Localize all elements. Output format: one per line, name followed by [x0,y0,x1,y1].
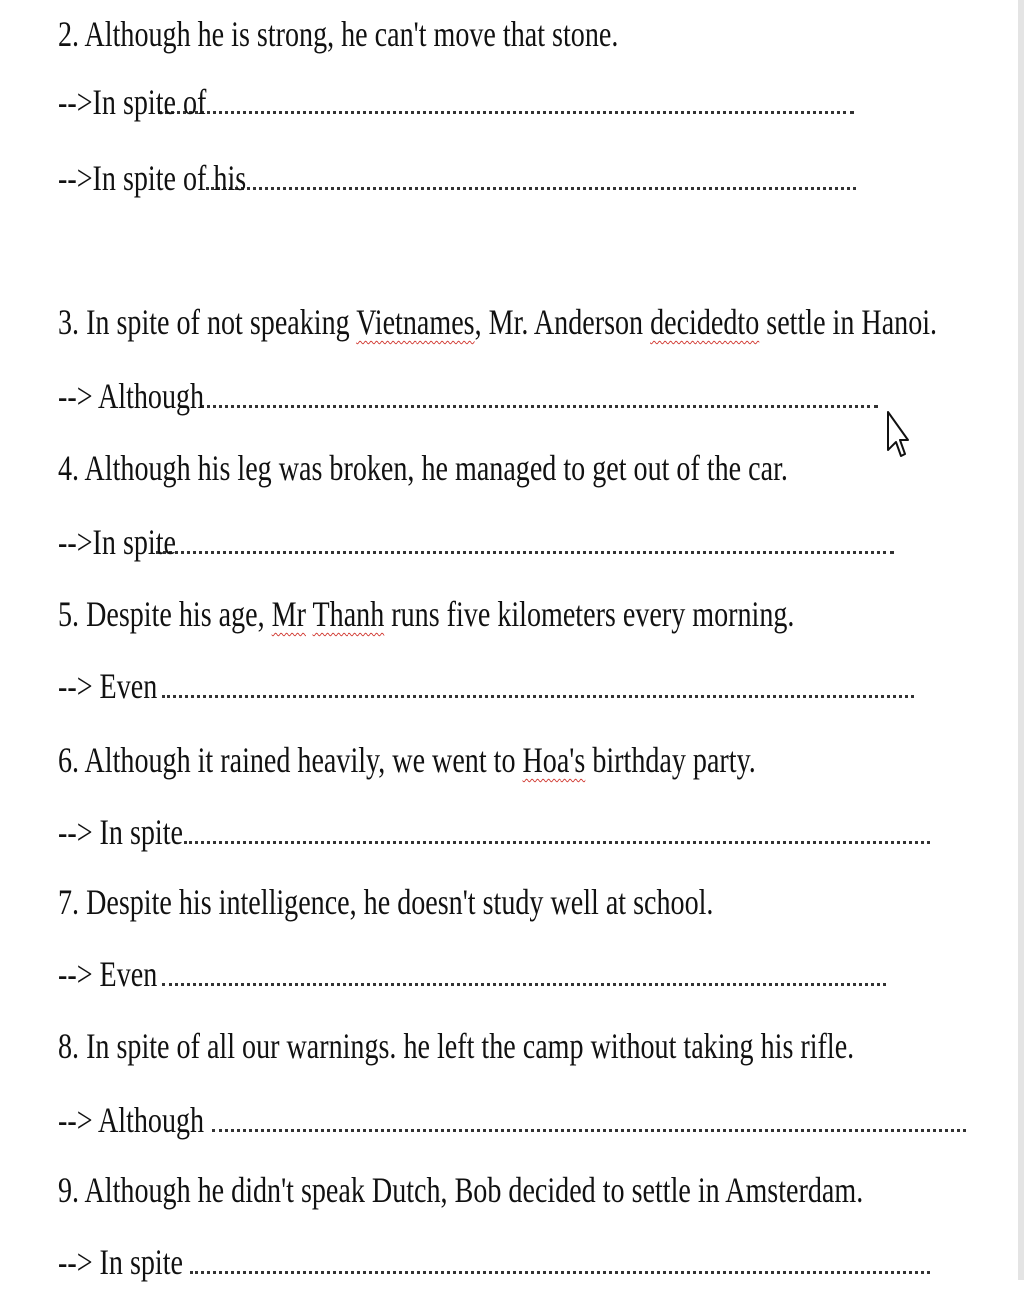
question-6 [58,732,953,788]
answer-9-prompt: --> In spite [58,1242,184,1282]
window-edge [1018,0,1024,1280]
answer-5-prompt: --> Even [58,666,158,706]
answer-8-blank[interactable] [212,1129,966,1132]
question-9-text: 9. Although he didn't speak Dutch, Bob decided to settle in Amsterdam. [58,1170,864,1210]
question-6-text: 6. Although it rained heavily, we went to Hoa's birthday party. [58,740,756,780]
answer-8[interactable] [58,1092,966,1148]
question-3 [58,294,1024,350]
answer-9-blank[interactable] [190,1271,930,1274]
answer-5-blank[interactable] [162,695,914,698]
answer-9[interactable] [58,1234,930,1290]
answer-5[interactable] [58,658,914,714]
answer-7-prompt: --> Even [58,954,158,994]
question-4-text: 4. Although his leg was broken, he managed to get out of the car. [58,448,788,488]
answer-4-blank[interactable] [156,551,894,554]
mouse-cursor-icon [886,410,910,470]
spellcheck-vietnames[interactable]: Vietnames [356,302,475,342]
answer-3-prompt: --> Although [58,376,205,416]
question-5-text: 5. Despite his age, Mr Thanh runs five kilometers every morning. [58,594,795,634]
question-2 [58,6,776,62]
answer-2a[interactable] [58,74,854,130]
answer-2b[interactable] [58,150,856,206]
answer-3[interactable] [58,368,878,424]
spellcheck-hoas[interactable]: Hoa's [522,740,586,780]
question-8 [58,1018,1024,1074]
answer-2b-prompt: -->In spite of his [58,158,247,198]
question-9 [58,1162,1024,1218]
answer-2a-blank[interactable] [158,111,854,114]
question-7 [58,874,898,930]
spellcheck-decidedto[interactable]: decidedto [650,302,760,342]
question-2-text: 2. Although he is strong, he can't move that stone. [58,14,619,54]
answer-2b-blank[interactable] [206,187,856,190]
answer-4-prompt: -->In spite [58,522,176,562]
question-3-text: 3. In spite of not speaking Vietnames, Mr. Anderson decidedto settle in Hanoi. [58,302,938,342]
answer-8-prompt: --> Although [58,1100,205,1140]
spellcheck-thanh[interactable]: Thanh [312,594,385,634]
answer-4[interactable] [58,514,894,570]
question-7-text: 7. Despite his intelligence, he doesn't study well at school. [58,882,714,922]
spellcheck-mr[interactable]: Mr [271,594,306,634]
answer-6-blank[interactable] [184,841,930,844]
question-8-text: 8. In spite of all our warnings. he left the camp without taking his rifle. [58,1026,855,1066]
answer-6[interactable] [58,804,930,860]
answer-7[interactable] [58,946,886,1002]
answer-6-prompt: --> In spite [58,812,184,852]
question-5 [58,586,1002,642]
answer-3-blank[interactable] [200,405,878,408]
question-4 [58,440,994,496]
answer-2a-prompt: -->In spite of [58,82,207,122]
answer-7-blank[interactable] [162,983,886,986]
